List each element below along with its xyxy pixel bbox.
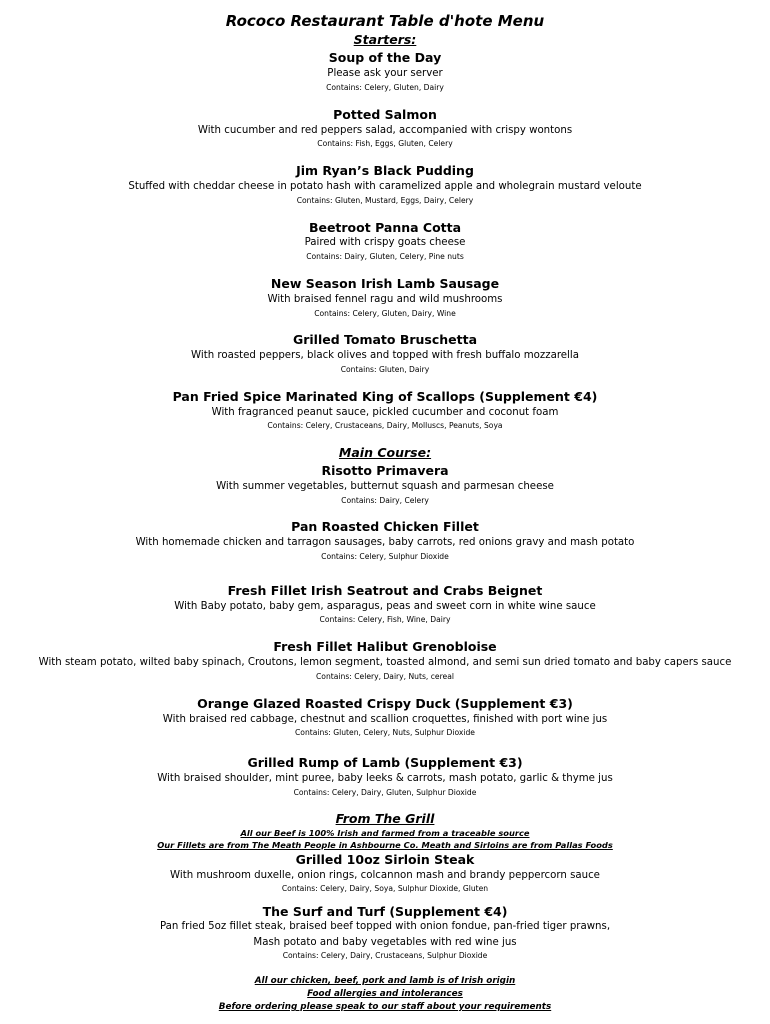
dish-description: Please ask your server [327, 68, 443, 79]
dish-description: Stuffed with cheddar cheese in potato hash with caramelized apple and wholegrain mustard veloute [128, 181, 642, 192]
dish-name: Jim Ryan’s Black Pudding [296, 163, 474, 178]
dish-description: With Baby potato, baby gem, asparagus, peas and sweet corn in white wine sauce [174, 601, 596, 612]
dish-allergens: Contains: Celery, Gluten, Dairy, Wine [314, 309, 456, 318]
footer-origin-note: All our chicken, beef, pork and lamb is of Irish origin [254, 976, 516, 986]
dish-allergens: Contains: Celery, Fish, Wine, Dairy [319, 615, 451, 624]
main-course-heading: Main Course: [338, 445, 432, 460]
footer-allergy-heading: Food allergies and intolerances [307, 989, 463, 999]
grill-note: Our Fillets are from The Meath People in Ashbourne Co. Meath and Sirloins are from Pallas Foods [157, 840, 613, 850]
dish-allergens: Contains: Fish, Eggs, Gluten, Celery [317, 139, 453, 148]
dish-allergens: Contains: Celery, Crustaceans, Dairy, Molluscs, Peanuts, Soya [267, 421, 503, 430]
dish-description: With fragranced peanut sauce, pickled cucumber and coconut foam [211, 407, 559, 418]
footer-allergy-note: Before ordering please speak to our staff about your requirements [218, 1002, 552, 1012]
dish-allergens: Contains: Dairy, Celery [341, 496, 429, 505]
dish-allergens: Contains: Gluten, Mustard, Eggs, Dairy, Celery [296, 196, 474, 205]
dish-name: Fresh Fillet Halibut Grenobloise [273, 639, 497, 654]
dish-allergens: Contains: Celery, Dairy, Nuts, cereal [316, 672, 454, 681]
dish-name: Risotto Primavera [321, 463, 449, 478]
dish-allergens: Contains: Gluten, Dairy [340, 365, 430, 374]
dish-allergens: Contains: Celery, Sulphur Dioxide [321, 552, 449, 561]
dish-name: Potted Salmon [333, 107, 437, 122]
dish-description: With cucumber and red peppers salad, accompanied with crispy wontons [197, 125, 573, 136]
dish-allergens: Contains: Celery, Dairy, Soya, Sulphur Dioxide, Gluten [281, 884, 489, 893]
dish-description: With braised fennel ragu and wild mushrooms [267, 294, 503, 305]
dish-allergens: Contains: Celery, Dairy, Crustaceans, Sulphur Dioxide [282, 951, 488, 960]
dish-description: Mash potato and baby vegetables with red wine jus [253, 937, 517, 948]
dish-name: New Season Irish Lamb Sausage [270, 276, 500, 291]
dish-name: Grilled Rump of Lamb (Supplement €3) [247, 755, 523, 770]
dish-name: Orange Glazed Roasted Crispy Duck (Supplement €3) [197, 696, 573, 711]
dish-description: With braised shoulder, mint puree, baby leeks & carrots, mash potato, garlic & thyme jus [157, 773, 613, 784]
dish-description: Pan fried 5oz fillet steak, braised beef topped with onion fondue, pan-fried tiger prawns, [159, 921, 611, 932]
starters-heading: Starters: [353, 32, 417, 47]
dish-description: With homemade chicken and tarragon sausages, baby carrots, red onions gravy and mash potato [135, 537, 635, 548]
dish-name: Soup of the Day [328, 50, 442, 65]
dish-description: Paired with crispy goats cheese [304, 237, 466, 248]
dish-name: Beetroot Panna Cotta [308, 220, 462, 235]
menu-title: Rococo Restaurant Table d'hote Menu [225, 12, 545, 30]
dish-name: Fresh Fillet Irish Seatrout and Crabs Beignet [227, 583, 543, 598]
dish-description: With steam potato, wilted baby spinach, Croutons, lemon segment, toasted almond, and semi sun dried tomato and baby capers sauce [38, 657, 732, 668]
dish-name: Grilled Tomato Bruschetta [292, 332, 478, 347]
dish-name: Grilled 10oz Sirloin Steak [295, 852, 475, 867]
dish-allergens: Contains: Gluten, Celery, Nuts, Sulphur Dioxide [295, 728, 475, 737]
dish-description: With mushroom duxelle, onion rings, colcannon mash and brandy peppercorn sauce [170, 870, 600, 881]
dish-name: The Surf and Turf (Supplement €4) [262, 904, 508, 919]
dish-name: Pan Fried Spice Marinated King of Scallops (Supplement €4) [172, 389, 598, 404]
dish-allergens: Contains: Dairy, Gluten, Celery, Pine nuts [306, 252, 464, 261]
grill-heading: From The Grill [335, 811, 435, 826]
dish-description: With summer vegetables, butternut squash and parmesan cheese [216, 481, 554, 492]
grill-note: All our Beef is 100% Irish and farmed from a traceable source [240, 828, 530, 838]
dish-name: Pan Roasted Chicken Fillet [291, 519, 479, 534]
dish-description: With braised red cabbage, chestnut and scallion croquettes, finished with port wine jus [162, 714, 608, 725]
dish-description: With roasted peppers, black olives and topped with fresh buffalo mozzarella [191, 350, 579, 361]
dish-allergens: Contains: Celery, Gluten, Dairy [326, 83, 444, 92]
dish-allergens: Contains: Celery, Dairy, Gluten, Sulphur Dioxide [293, 788, 477, 797]
